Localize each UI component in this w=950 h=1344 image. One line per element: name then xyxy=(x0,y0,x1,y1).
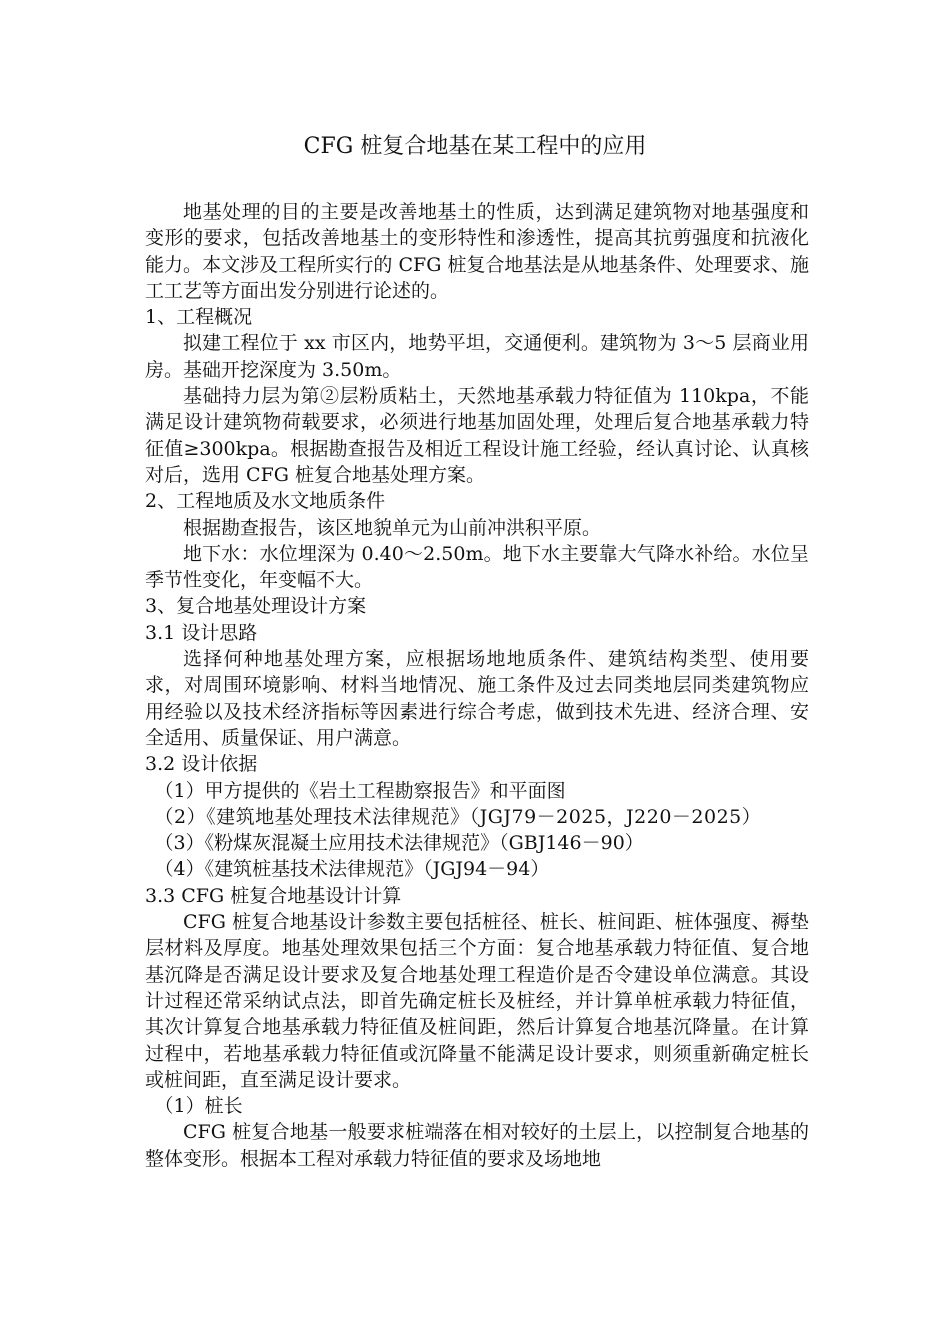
list-item: （4）《建筑桩基技术法律规范》（JGJ94－94） xyxy=(154,858,550,881)
document-title: CFG 桩复合地基在某工程中的应用 xyxy=(303,134,647,159)
paragraph: 地基处理的目的主要是改善地基土的性质，达到满足建筑物对地基强度和变形的要求，包括改善地基土的变形特性和渗透性，提高其抗剪强度和抗液化能力。本文涉及工程所实行的 CFG 桩复合地基法是从地基条件、处理要求、施工工艺等方面出发分别进行论述的。 xyxy=(145,201,809,302)
list-item: （1）甲方提供的《岩土工程勘察报告》和平面图 xyxy=(154,779,566,802)
section-heading: 1、工程概况 xyxy=(145,306,253,329)
section-heading: 3.3 CFG 桩复合地基设计计算 xyxy=(145,884,402,907)
list-item: （2）《建筑地基处理技术法律规范》（JGJ79－2025，J220－2025） xyxy=(154,805,762,828)
section-heading: 2、工程地质及水文地质条件 xyxy=(145,490,386,513)
list-item: （1）桩长 xyxy=(154,1095,243,1118)
paragraph: 根据勘查报告，该区地貌单元为山前冲洪积平原。 xyxy=(183,516,602,539)
paragraph: 地下水：水位埋深为 0.40～2.50m。地下水主要靠大气降水补给。水位呈季节性变化，年变幅不大。 xyxy=(145,542,809,592)
section-heading: 3.1 设计思路 xyxy=(145,621,258,644)
section-heading: 3.2 设计依据 xyxy=(145,753,258,776)
paragraph: 基础持力层为第②层粉质粘土，天然地基承载力特征值为 110kpa，不能满足设计建筑物荷载要求，必须进行地基加固处理，处理后复合地基承载力特征值≥300kpa。根据勘查报告及相近工程设计施工经验，经认真讨论、认真核对后，选用 CFG 桩复合地基处理方案。 xyxy=(145,385,809,486)
document-body xyxy=(145,199,809,1172)
paragraph: CFG 桩复合地基一般要求桩端落在相对较好的土层上，以控制复合地基的整体变形。根据本工程对承载力特征值的要求及场地地 xyxy=(145,1121,809,1170)
paragraph: CFG 桩复合地基设计参数主要包括桩径、桩长、桩间距、桩体强度、褥垫层材料及厚度。地基处理效果包括三个方面：复合地基承载力特征值、复合地基沉降是否满足设计要求及复合地基处理工程造价是否令建设单位满意。其设计过程还常采纳试点法，即首先确定桩长及桩经，并计算单桩承载力特征值，其次计算复合地基承载力特征值及桩间距，然后计算复合地基沉降量。在计算过程中，若地基承载力特征值或沉降量不能满足设计要求，则须重新确定桩长或桩间距，直至满足设计要求。 xyxy=(145,911,809,1091)
list-item: （3）《粉煤灰混凝土应用技术法律规范》（GBJ146－90） xyxy=(154,832,644,855)
paragraph: 拟建工程位于 xx 市区内，地势平坦，交通便利。建筑物为 3～5 层商业用房。基础开挖深度为 3.50m。 xyxy=(145,332,809,381)
section-heading: 3、复合地基处理设计方案 xyxy=(145,595,367,618)
paragraph: 选择何种地基处理方案，应根据场地地质条件、建筑结构类型、使用要求，对周围环境影响、材料当地情况、施工条件及过去同类地层同类建筑物应用经验以及技术经济指标等因素进行综合考虑，做到技术先进、经济合理、安全适用、质量保证、用户满意。 xyxy=(145,648,809,749)
